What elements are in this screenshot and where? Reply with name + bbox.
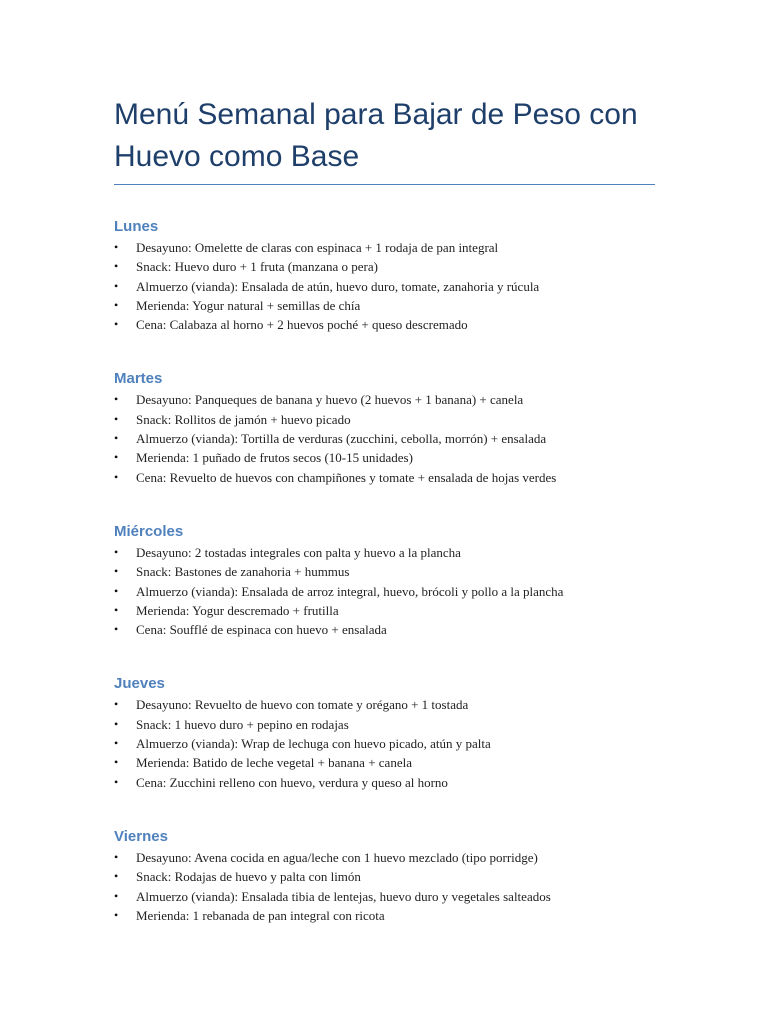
meal-item bbox=[114, 562, 655, 581]
bullet-icon: • bbox=[114, 716, 119, 731]
meal-text: Almuerzo (vianda): Ensalada de arroz integral, huevo, brócoli y pollo a la plancha bbox=[136, 583, 564, 599]
meal-text: Merienda: 1 puñado de frutos secos (10-15 unidades) bbox=[136, 450, 413, 466]
day-section-miercoles bbox=[114, 521, 655, 639]
bullet-icon: • bbox=[114, 622, 119, 637]
day-section-viernes bbox=[114, 826, 655, 925]
meal-list-martes bbox=[114, 390, 655, 486]
document-page bbox=[114, 94, 655, 925]
meal-text: Cena: Calabaza al horno + 2 huevos poché + queso descremado bbox=[136, 317, 468, 333]
bullet-icon: • bbox=[114, 469, 119, 484]
meal-item bbox=[114, 257, 655, 276]
day-section-martes bbox=[114, 368, 655, 486]
meal-text: Merienda: Yogur descremado + frutilla bbox=[136, 602, 339, 618]
bullet-icon: • bbox=[114, 259, 119, 274]
day-heading-miercoles: Miércoles bbox=[114, 522, 184, 540]
meal-item bbox=[114, 848, 655, 867]
meal-list-miercoles bbox=[114, 543, 655, 639]
meal-text: Desayuno: Panqueques de banana y huevo (2 huevos + 1 banana) + canela bbox=[136, 392, 524, 408]
meal-text: Almuerzo (vianda): Wrap de lechuga con huevo picado, atún y palta bbox=[136, 736, 491, 752]
meal-text: Cena: Soufflé de espinaca con huevo + ensalada bbox=[136, 622, 387, 638]
meal-text: Merienda: Batido de leche vegetal + banana + canela bbox=[136, 755, 412, 771]
meal-text: Snack: Huevo duro + 1 fruta (manzana o pera) bbox=[136, 259, 378, 275]
meal-item bbox=[114, 620, 655, 639]
meal-item bbox=[114, 906, 655, 925]
page-title bbox=[114, 94, 655, 185]
bullet-icon: • bbox=[114, 697, 119, 712]
page-title-line-2: Huevo como Base bbox=[114, 140, 360, 173]
bullet-icon: • bbox=[114, 544, 119, 559]
meal-item bbox=[114, 390, 655, 409]
meal-text: Snack: 1 huevo duro + pepino en rodajas bbox=[136, 716, 349, 732]
meal-item bbox=[114, 695, 655, 714]
bullet-icon: • bbox=[114, 869, 119, 884]
meal-text: Merienda: 1 rebanada de pan integral con ricota bbox=[136, 907, 385, 923]
bullet-icon: • bbox=[114, 602, 119, 617]
meal-item bbox=[114, 448, 655, 467]
meal-text: Cena: Revuelto de huevos con champiñones y tomate + ensalada de hojas verdes bbox=[136, 469, 557, 485]
bullet-icon: • bbox=[114, 450, 119, 465]
meal-text: Desayuno: Avena cocida en agua/leche con 1 huevo mezclado (tipo porridge) bbox=[136, 849, 538, 865]
meal-item bbox=[114, 410, 655, 429]
meal-item bbox=[114, 715, 655, 734]
day-section-jueves bbox=[114, 673, 655, 791]
meal-text: Cena: Zucchini relleno con huevo, verdura y queso al horno bbox=[136, 774, 448, 790]
meal-text: Merienda: Yogur natural + semillas de chía bbox=[136, 297, 361, 313]
day-heading-martes: Martes bbox=[114, 370, 163, 388]
day-section-lunes bbox=[114, 216, 655, 334]
bullet-icon: • bbox=[114, 564, 119, 579]
meal-item bbox=[114, 429, 655, 448]
meal-text: Desayuno: Omelette de claras con espinaca + 1 rodaja de pan integral bbox=[136, 240, 499, 255]
meal-item bbox=[114, 582, 655, 601]
meal-list-viernes bbox=[114, 848, 655, 925]
meal-item bbox=[114, 887, 655, 906]
meal-text: Almuerzo (vianda): Tortilla de verduras (zucchini, cebolla, morrón) + ensalada bbox=[136, 431, 547, 447]
bullet-icon: • bbox=[114, 431, 119, 446]
meal-item bbox=[114, 543, 655, 562]
meal-list-lunes bbox=[114, 238, 655, 334]
meal-text: Desayuno: Revuelto de huevo con tomate y orégano + 1 tostada bbox=[136, 697, 469, 713]
bullet-icon: • bbox=[114, 755, 119, 770]
meal-item bbox=[114, 753, 655, 772]
meal-item bbox=[114, 468, 655, 487]
meal-item bbox=[114, 277, 655, 296]
meal-text: Desayuno: 2 tostadas integrales con palta y huevo a la plancha bbox=[136, 544, 461, 560]
bullet-icon: • bbox=[114, 240, 119, 254]
meal-text: Snack: Rodajas de huevo y palta con limón bbox=[136, 869, 361, 885]
page-title-line-1: Menú Semanal para Bajar de Peso con bbox=[114, 98, 638, 131]
meal-text: Almuerzo (vianda): Ensalada tibia de lentejas, huevo duro y vegetales salteados bbox=[136, 888, 551, 904]
day-heading-jueves: Jueves bbox=[114, 675, 165, 693]
bullet-icon: • bbox=[114, 888, 119, 903]
bullet-icon: • bbox=[114, 392, 119, 407]
meal-list-jueves bbox=[114, 695, 655, 791]
bullet-icon: • bbox=[114, 278, 119, 293]
bullet-icon: • bbox=[114, 736, 119, 751]
day-heading-lunes: Lunes bbox=[114, 218, 159, 235]
bullet-icon: • bbox=[114, 411, 119, 426]
meal-item bbox=[114, 867, 655, 886]
meal-item bbox=[114, 601, 655, 620]
meal-item bbox=[114, 773, 655, 792]
meal-text: Snack: Bastones de zanahoria + hummus bbox=[136, 564, 350, 580]
meal-text: Snack: Rollitos de jamón + huevo picado bbox=[136, 411, 351, 427]
meal-item bbox=[114, 315, 655, 334]
bullet-icon: • bbox=[114, 907, 119, 922]
bullet-icon: • bbox=[114, 774, 119, 789]
meal-text: Almuerzo (vianda): Ensalada de atún, huevo duro, tomate, zanahoria y rúcula bbox=[136, 278, 540, 294]
meal-item bbox=[114, 734, 655, 753]
bullet-icon: • bbox=[114, 849, 119, 864]
day-heading-viernes: Viernes bbox=[114, 827, 168, 845]
bullet-icon: • bbox=[114, 583, 119, 598]
meal-item bbox=[114, 238, 655, 257]
bullet-icon: • bbox=[114, 317, 119, 332]
bullet-icon: • bbox=[114, 297, 119, 312]
meal-item bbox=[114, 296, 655, 315]
